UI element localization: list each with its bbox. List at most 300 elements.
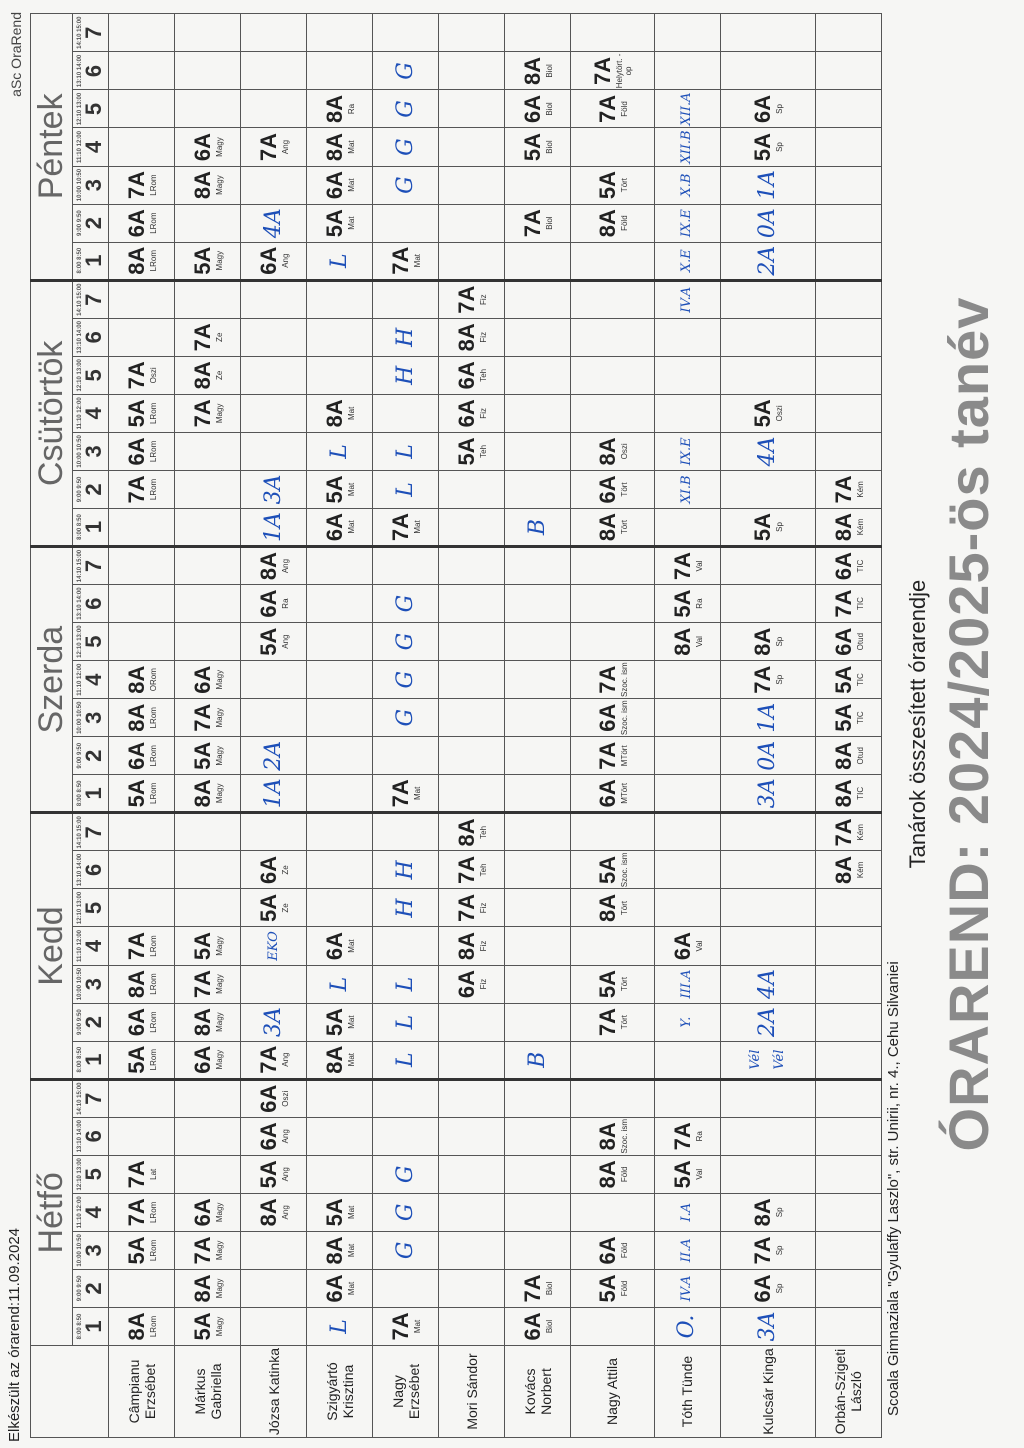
subject-code: Tört bbox=[619, 900, 629, 916]
lesson-cell bbox=[720, 508, 815, 546]
teacher-row bbox=[505, 14, 571, 1438]
lesson-cell bbox=[241, 52, 307, 90]
handwritten-note: 3A bbox=[754, 1311, 780, 1342]
period-header bbox=[73, 166, 109, 204]
class-code: 6A bbox=[256, 1122, 282, 1151]
lesson-cell bbox=[241, 204, 307, 242]
lesson-cell bbox=[175, 356, 241, 394]
lesson-cell bbox=[175, 699, 241, 737]
subject-code: Föld bbox=[619, 1166, 629, 1183]
subject-code: LRom bbox=[149, 402, 159, 425]
lesson-cell bbox=[175, 927, 241, 965]
subject-code: Tört bbox=[619, 976, 629, 992]
lesson-cell bbox=[654, 204, 720, 242]
subject-code: Kém bbox=[855, 861, 865, 879]
handwritten-note: G bbox=[392, 1165, 418, 1184]
lesson-cell bbox=[109, 661, 175, 699]
class-code: 6A bbox=[322, 171, 348, 200]
lesson-cell bbox=[307, 52, 373, 90]
teacher-name: Nagy Erzsébet bbox=[373, 1346, 439, 1438]
period-header bbox=[73, 1307, 109, 1345]
lesson-cell bbox=[720, 1193, 815, 1231]
lesson-cell bbox=[439, 1193, 505, 1231]
period-number: 1 bbox=[80, 520, 106, 534]
lesson-cell bbox=[815, 1003, 881, 1041]
lesson-cell bbox=[505, 1041, 571, 1079]
lesson-cell bbox=[175, 470, 241, 508]
teacher-row bbox=[439, 14, 505, 1438]
lesson-cell bbox=[241, 1231, 307, 1269]
lesson-cell bbox=[439, 737, 505, 775]
lesson-cell bbox=[373, 470, 439, 508]
lesson-cell bbox=[571, 508, 655, 546]
lesson-cell bbox=[720, 661, 815, 699]
handwritten-note: 2A bbox=[260, 740, 286, 771]
class-code: 7A bbox=[830, 589, 856, 618]
lesson-cell bbox=[109, 52, 175, 90]
lesson-cell bbox=[175, 432, 241, 470]
lesson-cell bbox=[109, 927, 175, 965]
lesson-cell bbox=[373, 394, 439, 432]
lesson-cell bbox=[109, 508, 175, 546]
lesson-cell bbox=[571, 1231, 655, 1269]
subject-code: Ang bbox=[281, 1129, 291, 1144]
handwritten-note: L bbox=[392, 976, 418, 992]
subject-code: Otud bbox=[855, 747, 865, 765]
teacher-row bbox=[373, 14, 439, 1438]
subject-code: TIC bbox=[855, 786, 865, 800]
lesson-cell bbox=[175, 1117, 241, 1155]
subject-code: Fiz bbox=[479, 978, 489, 990]
class-code: 7A bbox=[388, 1312, 414, 1341]
period-header bbox=[73, 585, 109, 623]
teacher-name: Mori Sándor bbox=[439, 1346, 505, 1438]
subject-code: Tört bbox=[619, 1014, 629, 1030]
class-code: 5A bbox=[520, 132, 546, 162]
subject-code: Ra bbox=[347, 103, 357, 115]
subject-code: Biol bbox=[545, 216, 555, 230]
lesson-cell bbox=[307, 1041, 373, 1079]
lesson-cell bbox=[720, 52, 815, 90]
lesson-cell bbox=[373, 623, 439, 661]
lesson-cell bbox=[815, 318, 881, 356]
lesson-cell bbox=[815, 775, 881, 813]
lesson-cell bbox=[654, 280, 720, 318]
subject-code: Ze bbox=[281, 903, 291, 913]
subject-code: Fiz bbox=[479, 940, 489, 952]
lesson-cell bbox=[307, 1269, 373, 1307]
lesson-cell bbox=[571, 128, 655, 166]
period-number: 1 bbox=[80, 1320, 106, 1333]
lesson-cell bbox=[654, 356, 720, 394]
teacher-row bbox=[241, 14, 307, 1438]
lesson-cell bbox=[109, 1079, 175, 1117]
subject-code: Magy bbox=[215, 1049, 225, 1070]
subject-code: LRom bbox=[149, 1315, 159, 1338]
lesson-cell bbox=[373, 1155, 439, 1193]
period-time: 8:00 8:50 bbox=[76, 514, 83, 540]
lesson-cell bbox=[109, 166, 175, 204]
lesson-cell bbox=[815, 889, 881, 927]
subject-code: MTört bbox=[619, 745, 629, 767]
lesson-cell bbox=[720, 1269, 815, 1307]
lesson-cell bbox=[373, 1269, 439, 1307]
period-number: 3 bbox=[80, 1244, 106, 1257]
lesson-cell bbox=[720, 699, 815, 737]
lesson-cell bbox=[720, 889, 815, 927]
subject-code: Ra bbox=[281, 598, 291, 609]
lesson-cell bbox=[175, 52, 241, 90]
lesson-cell bbox=[815, 623, 881, 661]
lesson-cell bbox=[241, 737, 307, 775]
lesson-cell bbox=[571, 1117, 655, 1155]
lesson-cell bbox=[241, 470, 307, 508]
subject-code: Ze bbox=[281, 865, 291, 875]
handwritten-note: EKO bbox=[265, 931, 281, 961]
class-code: 8A bbox=[594, 209, 620, 238]
handwritten-note: XII.A bbox=[679, 92, 695, 126]
lesson-cell bbox=[571, 90, 655, 128]
class-code: 6A bbox=[124, 741, 150, 770]
lesson-cell bbox=[307, 1155, 373, 1193]
class-code: 7A bbox=[124, 1198, 150, 1227]
class-code: 7A bbox=[190, 970, 216, 999]
subject-code: Mat bbox=[347, 520, 357, 534]
handwritten-note: B bbox=[524, 518, 550, 536]
lesson-cell bbox=[175, 14, 241, 52]
lesson-cell bbox=[109, 889, 175, 927]
lesson-cell bbox=[439, 547, 505, 585]
class-code: 7A bbox=[594, 665, 620, 694]
lesson-cell bbox=[307, 508, 373, 546]
period-number: 4 bbox=[80, 673, 106, 686]
period-header bbox=[73, 14, 109, 52]
lesson-cell bbox=[815, 508, 881, 546]
handwritten-note: O. bbox=[674, 1314, 700, 1339]
period-number: 2 bbox=[80, 1282, 106, 1295]
lesson-cell bbox=[307, 128, 373, 166]
period-number: 4 bbox=[80, 140, 106, 154]
class-code: 8A bbox=[830, 779, 856, 808]
class-code: 5A bbox=[190, 741, 216, 770]
class-code: 5A bbox=[322, 209, 348, 238]
subject-code: Mat bbox=[347, 1015, 357, 1029]
class-code: 6A bbox=[594, 475, 620, 504]
subject-code: Mat bbox=[347, 178, 357, 192]
class-code: 6A bbox=[124, 437, 150, 466]
day-header: Kedd bbox=[31, 813, 73, 1079]
class-code: 7A bbox=[124, 931, 150, 961]
period-time: 11:10 12:00 bbox=[76, 1196, 83, 1229]
lesson-cell bbox=[109, 813, 175, 851]
handwritten-note: 1A bbox=[260, 778, 286, 809]
subject-code: Lat bbox=[149, 1168, 159, 1180]
subject-code: TIC bbox=[855, 597, 865, 611]
class-code: 7A bbox=[454, 893, 480, 923]
lesson-cell bbox=[720, 1041, 815, 1079]
lesson-cell bbox=[720, 14, 815, 52]
subject-code: LRom bbox=[149, 1201, 159, 1224]
lesson-cell bbox=[307, 280, 373, 318]
lesson-cell bbox=[373, 1003, 439, 1041]
handwritten-note: L bbox=[326, 976, 352, 992]
day-header: Csütörtök bbox=[31, 280, 73, 546]
day-header: Péntek bbox=[31, 14, 73, 281]
lesson-cell bbox=[720, 90, 815, 128]
class-code: 5A bbox=[190, 1312, 216, 1341]
lesson-cell bbox=[505, 661, 571, 699]
lesson-cell bbox=[241, 851, 307, 889]
period-time: 13:10 14:00 bbox=[76, 853, 83, 887]
period-time: 8:00 8:50 bbox=[76, 1313, 83, 1340]
class-code: 6A bbox=[190, 1198, 216, 1227]
lesson-cell bbox=[505, 470, 571, 508]
lesson-cell bbox=[175, 242, 241, 280]
lesson-cell bbox=[439, 851, 505, 889]
class-code: 6A bbox=[520, 1312, 546, 1341]
lesson-cell bbox=[815, 280, 881, 318]
lesson-cell bbox=[505, 623, 571, 661]
lesson-cell bbox=[505, 737, 571, 775]
period-time: 14:10 15:00 bbox=[76, 1082, 83, 1115]
handwritten-note: G bbox=[392, 632, 418, 651]
lesson-cell bbox=[571, 889, 655, 927]
handwritten-note: 3A bbox=[260, 474, 286, 505]
lesson-cell bbox=[109, 356, 175, 394]
class-code: 7A bbox=[594, 741, 620, 770]
class-code: 7A bbox=[190, 323, 216, 352]
subject-code: Magy bbox=[215, 1240, 225, 1261]
lesson-cell bbox=[439, 394, 505, 432]
lesson-cell bbox=[720, 204, 815, 242]
handwritten-note: 2A bbox=[754, 1007, 780, 1038]
lesson-cell bbox=[373, 280, 439, 318]
subject-code: Oszi bbox=[775, 405, 785, 422]
lesson-cell bbox=[815, 14, 881, 52]
lesson-cell bbox=[241, 1307, 307, 1345]
day-header: Hétfő bbox=[31, 1079, 73, 1345]
subject-code: Magy bbox=[215, 746, 225, 766]
subject-code: LRom bbox=[149, 1011, 159, 1033]
handwritten-note: 1A bbox=[754, 702, 780, 733]
class-code: 7A bbox=[590, 56, 616, 85]
lesson-cell bbox=[109, 1307, 175, 1345]
teacher-row bbox=[654, 14, 720, 1438]
subject-code: LRom bbox=[149, 212, 159, 234]
subject-code: Kém bbox=[855, 824, 865, 841]
subject-code: Szoc. ism bbox=[619, 852, 629, 888]
class-code: 5A bbox=[594, 1274, 620, 1303]
lesson-cell bbox=[720, 1307, 815, 1345]
lesson-cell bbox=[175, 128, 241, 166]
lesson-cell bbox=[439, 1079, 505, 1117]
subject-code: Ra bbox=[694, 598, 704, 609]
class-code: 6A bbox=[454, 361, 480, 390]
class-code: 5A bbox=[190, 931, 216, 961]
period-time: 11:10 12:00 bbox=[76, 930, 83, 963]
subject-code: Sp bbox=[775, 674, 785, 685]
lesson-cell bbox=[439, 1307, 505, 1345]
subject-code: Fiz bbox=[479, 902, 489, 914]
subject-code: Ang bbox=[281, 1167, 291, 1182]
subject-code: Magy bbox=[215, 1012, 225, 1032]
lesson-cell bbox=[654, 927, 720, 965]
lesson-cell bbox=[373, 851, 439, 889]
lesson-cell bbox=[307, 813, 373, 851]
subject-code: Ang bbox=[281, 634, 291, 649]
handwritten-note: G bbox=[392, 708, 418, 727]
handwritten-note: 3A bbox=[260, 1007, 286, 1038]
lesson-cell bbox=[175, 851, 241, 889]
lesson-cell bbox=[373, 661, 439, 699]
handwritten-note: H bbox=[392, 365, 418, 385]
lesson-cell bbox=[720, 1231, 815, 1269]
lesson-cell bbox=[175, 204, 241, 242]
lesson-cell bbox=[307, 14, 373, 52]
period-time: 10:00 10:50 bbox=[76, 701, 83, 734]
class-code: 7A bbox=[669, 551, 695, 581]
subject-code: Fiz bbox=[479, 294, 489, 306]
subject-code: Ze bbox=[215, 370, 225, 380]
subject-code: Mat bbox=[413, 520, 423, 534]
lesson-cell bbox=[307, 242, 373, 280]
subject-code: LRom bbox=[149, 745, 159, 767]
lesson-cell bbox=[373, 432, 439, 470]
teacher-name: Nagy Attila bbox=[571, 1346, 655, 1438]
lesson-cell bbox=[654, 699, 720, 737]
lesson-cell bbox=[241, 318, 307, 356]
lesson-cell bbox=[175, 318, 241, 356]
lesson-cell bbox=[109, 699, 175, 737]
lesson-cell bbox=[720, 166, 815, 204]
period-header bbox=[73, 128, 109, 166]
lesson-cell bbox=[241, 1003, 307, 1041]
lesson-cell bbox=[571, 1041, 655, 1079]
period-header bbox=[73, 927, 109, 965]
class-code: 6A bbox=[256, 1084, 282, 1113]
subject-code: Mat bbox=[347, 406, 357, 421]
lesson-cell bbox=[571, 1269, 655, 1307]
subject-code: Föld bbox=[619, 1280, 629, 1297]
class-code: 6A bbox=[190, 1045, 216, 1074]
subject-code: Mat bbox=[347, 482, 357, 497]
lesson-cell bbox=[175, 585, 241, 623]
lesson-cell bbox=[307, 585, 373, 623]
handwritten-note: 2A bbox=[754, 245, 780, 276]
lesson-cell bbox=[505, 52, 571, 90]
lesson-cell bbox=[175, 1155, 241, 1193]
subject-code: Ang bbox=[281, 253, 291, 268]
period-header bbox=[73, 1231, 109, 1269]
subject-code: Magy bbox=[215, 974, 225, 994]
period-number: 5 bbox=[80, 1168, 106, 1181]
lesson-cell bbox=[571, 699, 655, 737]
lesson-cell bbox=[505, 775, 571, 813]
lesson-cell bbox=[241, 1117, 307, 1155]
subject-code: Val bbox=[694, 940, 704, 952]
lesson-cell bbox=[439, 1041, 505, 1079]
lesson-cell bbox=[505, 813, 571, 851]
period-header bbox=[73, 813, 109, 851]
period-header bbox=[73, 432, 109, 470]
subject-code: Föld bbox=[619, 215, 629, 231]
lesson-cell bbox=[439, 1269, 505, 1307]
period-time: 12:10 13:00 bbox=[76, 1158, 83, 1191]
handwritten-note: 4A bbox=[260, 208, 286, 239]
lesson-cell bbox=[241, 661, 307, 699]
lesson-cell bbox=[307, 1231, 373, 1269]
class-code: 8A bbox=[750, 627, 776, 656]
teacher-name: Márkus Gabriella bbox=[175, 1346, 241, 1438]
handwritten-note: G bbox=[392, 1241, 418, 1260]
subject-code: Mat bbox=[347, 1205, 357, 1220]
lesson-cell bbox=[175, 889, 241, 927]
lesson-cell bbox=[241, 585, 307, 623]
subject-code: Fiz bbox=[479, 331, 489, 343]
lesson-cell bbox=[654, 1307, 720, 1345]
lesson-cell bbox=[571, 14, 655, 52]
class-code: 5A bbox=[124, 779, 150, 808]
lesson-cell bbox=[439, 775, 505, 813]
period-header bbox=[73, 242, 109, 280]
handwritten-note: L bbox=[392, 444, 418, 459]
lesson-cell bbox=[654, 432, 720, 470]
lesson-cell bbox=[307, 394, 373, 432]
period-header bbox=[73, 1041, 109, 1079]
lesson-cell bbox=[571, 470, 655, 508]
lesson-cell bbox=[439, 927, 505, 965]
class-code: 8A bbox=[190, 171, 216, 200]
lesson-cell bbox=[241, 166, 307, 204]
lesson-cell bbox=[720, 432, 815, 470]
lesson-cell bbox=[241, 14, 307, 52]
subject-code: Sp bbox=[775, 1245, 785, 1256]
subject-code: LRom bbox=[149, 250, 159, 272]
handwritten-note: XI.B bbox=[679, 475, 695, 504]
class-code: 8A bbox=[256, 1198, 282, 1227]
subject-code: MTört bbox=[619, 782, 629, 804]
lesson-cell bbox=[654, 1003, 720, 1041]
period-time: 9:00 9:50 bbox=[76, 476, 83, 503]
lesson-cell bbox=[373, 775, 439, 813]
lesson-cell bbox=[109, 90, 175, 128]
class-code: 8A bbox=[322, 1045, 348, 1074]
lesson-cell bbox=[307, 166, 373, 204]
lesson-cell bbox=[439, 813, 505, 851]
subject-code: Mat bbox=[347, 216, 357, 230]
lesson-cell bbox=[720, 965, 815, 1003]
period-time: 10:00 10:50 bbox=[76, 168, 83, 202]
period-time: 14:10 15:00 bbox=[76, 16, 83, 49]
subject-code: Mat bbox=[347, 1243, 357, 1258]
class-code: 8A bbox=[190, 779, 216, 808]
subject-code: Magy bbox=[215, 707, 225, 728]
lesson-cell bbox=[720, 813, 815, 851]
lesson-cell bbox=[175, 775, 241, 813]
lesson-cell bbox=[241, 547, 307, 585]
handwritten-note: XII.B bbox=[679, 130, 695, 164]
lesson-cell bbox=[654, 1041, 720, 1079]
subject-code: Biol bbox=[545, 140, 555, 154]
lesson-cell bbox=[241, 889, 307, 927]
subject-code: Biol bbox=[545, 102, 555, 116]
lesson-cell bbox=[439, 889, 505, 927]
period-time: 9:00 9:50 bbox=[76, 742, 83, 769]
lesson-cell bbox=[571, 204, 655, 242]
lesson-cell bbox=[654, 52, 720, 90]
teacher-name: Kovács Norbert bbox=[505, 1346, 571, 1438]
lesson-cell bbox=[571, 280, 655, 318]
